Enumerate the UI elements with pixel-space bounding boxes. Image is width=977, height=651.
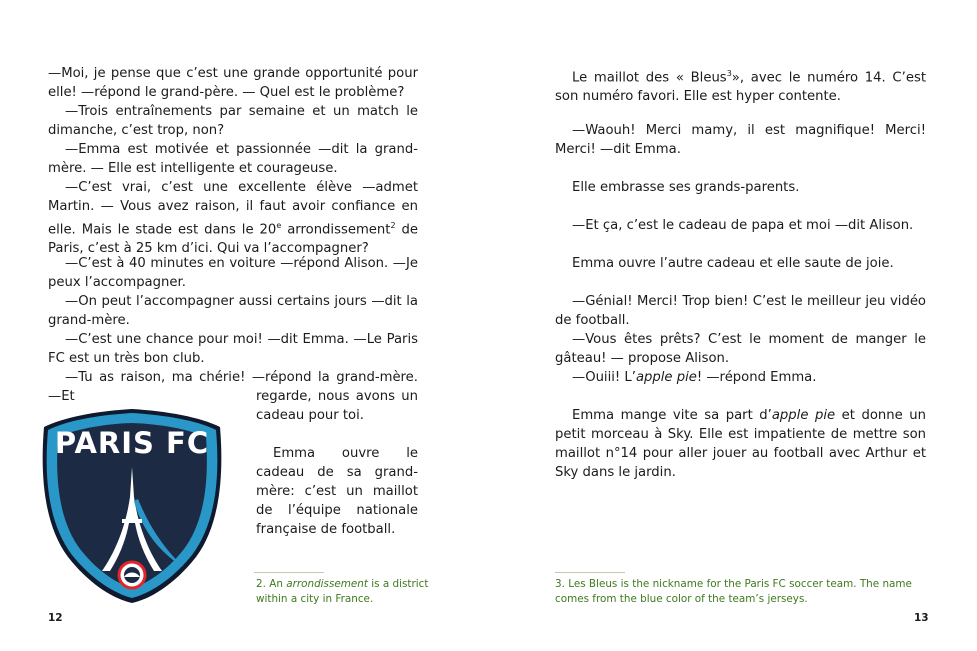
paragraph: Emma ouvre le cadeau de sa grand-mère: c’est un maillot de l’équipe nationale française de football.	[256, 446, 418, 537]
right-page	[489, 0, 977, 651]
paragraph: —Trois entraînements par semaine et un match le dimanche, c’est trop, non?	[48, 104, 418, 138]
paris-fc-crest-icon	[38, 405, 226, 605]
paragraph: Elle embrasse ses grands-parents.	[572, 180, 800, 195]
paragraph: —Ouiii! L’apple pie! —répond Emma.	[572, 370, 817, 385]
footnote: 3. Les Bleus is the nickname for the Paris FC soccer team. The name comes from the blue color of the team’s jerseys.	[555, 578, 912, 605]
page-number: 12	[48, 612, 63, 624]
paragraph: —Génial! Merci! Trop bien! C’est le meilleur jeu vidéo de football.	[555, 294, 926, 328]
paragraph: —Et ça, c’est le cadeau de papa et moi —dit Alison.	[572, 218, 914, 233]
footnote-rule	[555, 572, 625, 573]
footnote-rule	[254, 572, 324, 573]
paragraph: Emma mange vite sa part d’apple pie et donne un petit morceau à Sky. Elle est impatiente de mettre son maillot n°14 pour aller jouer au football avec Arthur et Sky dans le jardin.	[555, 408, 926, 480]
footnote: 2. An arrondissement is a district within a city in France.	[256, 578, 429, 605]
paragraph: —Tu as raison, ma chérie! —répond la grand-mère. —Et	[48, 370, 418, 404]
paragraph: —C’est une chance pour moi! —dit Emma. —Le Paris FC est un très bon club.	[48, 332, 418, 366]
paragraph: —On peut l’accompagner aussi certains jours —dit la grand-mère.	[48, 294, 418, 328]
left-page	[0, 0, 488, 651]
paragraph: regarde, nous avons un cadeau pour toi.	[256, 389, 418, 423]
paragraph: —C’est à 40 minutes en voiture —répond Alison. —Je peux l’accompagner.	[48, 256, 418, 290]
paragraph: Emma ouvre l’autre cadeau et elle saute de joie.	[572, 256, 894, 271]
paragraph: —Vous êtes prêts? C’est le moment de manger le gâteau! — propose Alison.	[555, 332, 926, 366]
paragraph: —Emma est motivée et passionnée —dit la grand-mère. — Elle est intelligente et courageuse.	[48, 142, 418, 176]
paragraph: Le maillot des « Bleus$^3$», avec le numéro 14. C’est son numéro favori. Elle est hyper contente.	[555, 69, 926, 105]
page-number: 13	[914, 612, 929, 624]
paragraph: —Waouh! Merci mamy, il est magnifique! Merci! Merci! —dit Emma.	[555, 123, 926, 157]
paragraph: —Moi, je pense que c’est une grande opportunité pour elle! —répond le grand-père. — Quel est le problème?	[48, 66, 418, 100]
crest-title: PARIS FC	[54, 426, 210, 460]
paragraph: —C’est vrai, c’est une excellente élève —admet Martin. — Vous avez raison, il faut avoir confiance en elle. Mais le stade est dans le 20e arrondissement$^2$ de Paris, c’est à 25 km d’ici. Qui va l’accompagner?	[48, 180, 418, 257]
